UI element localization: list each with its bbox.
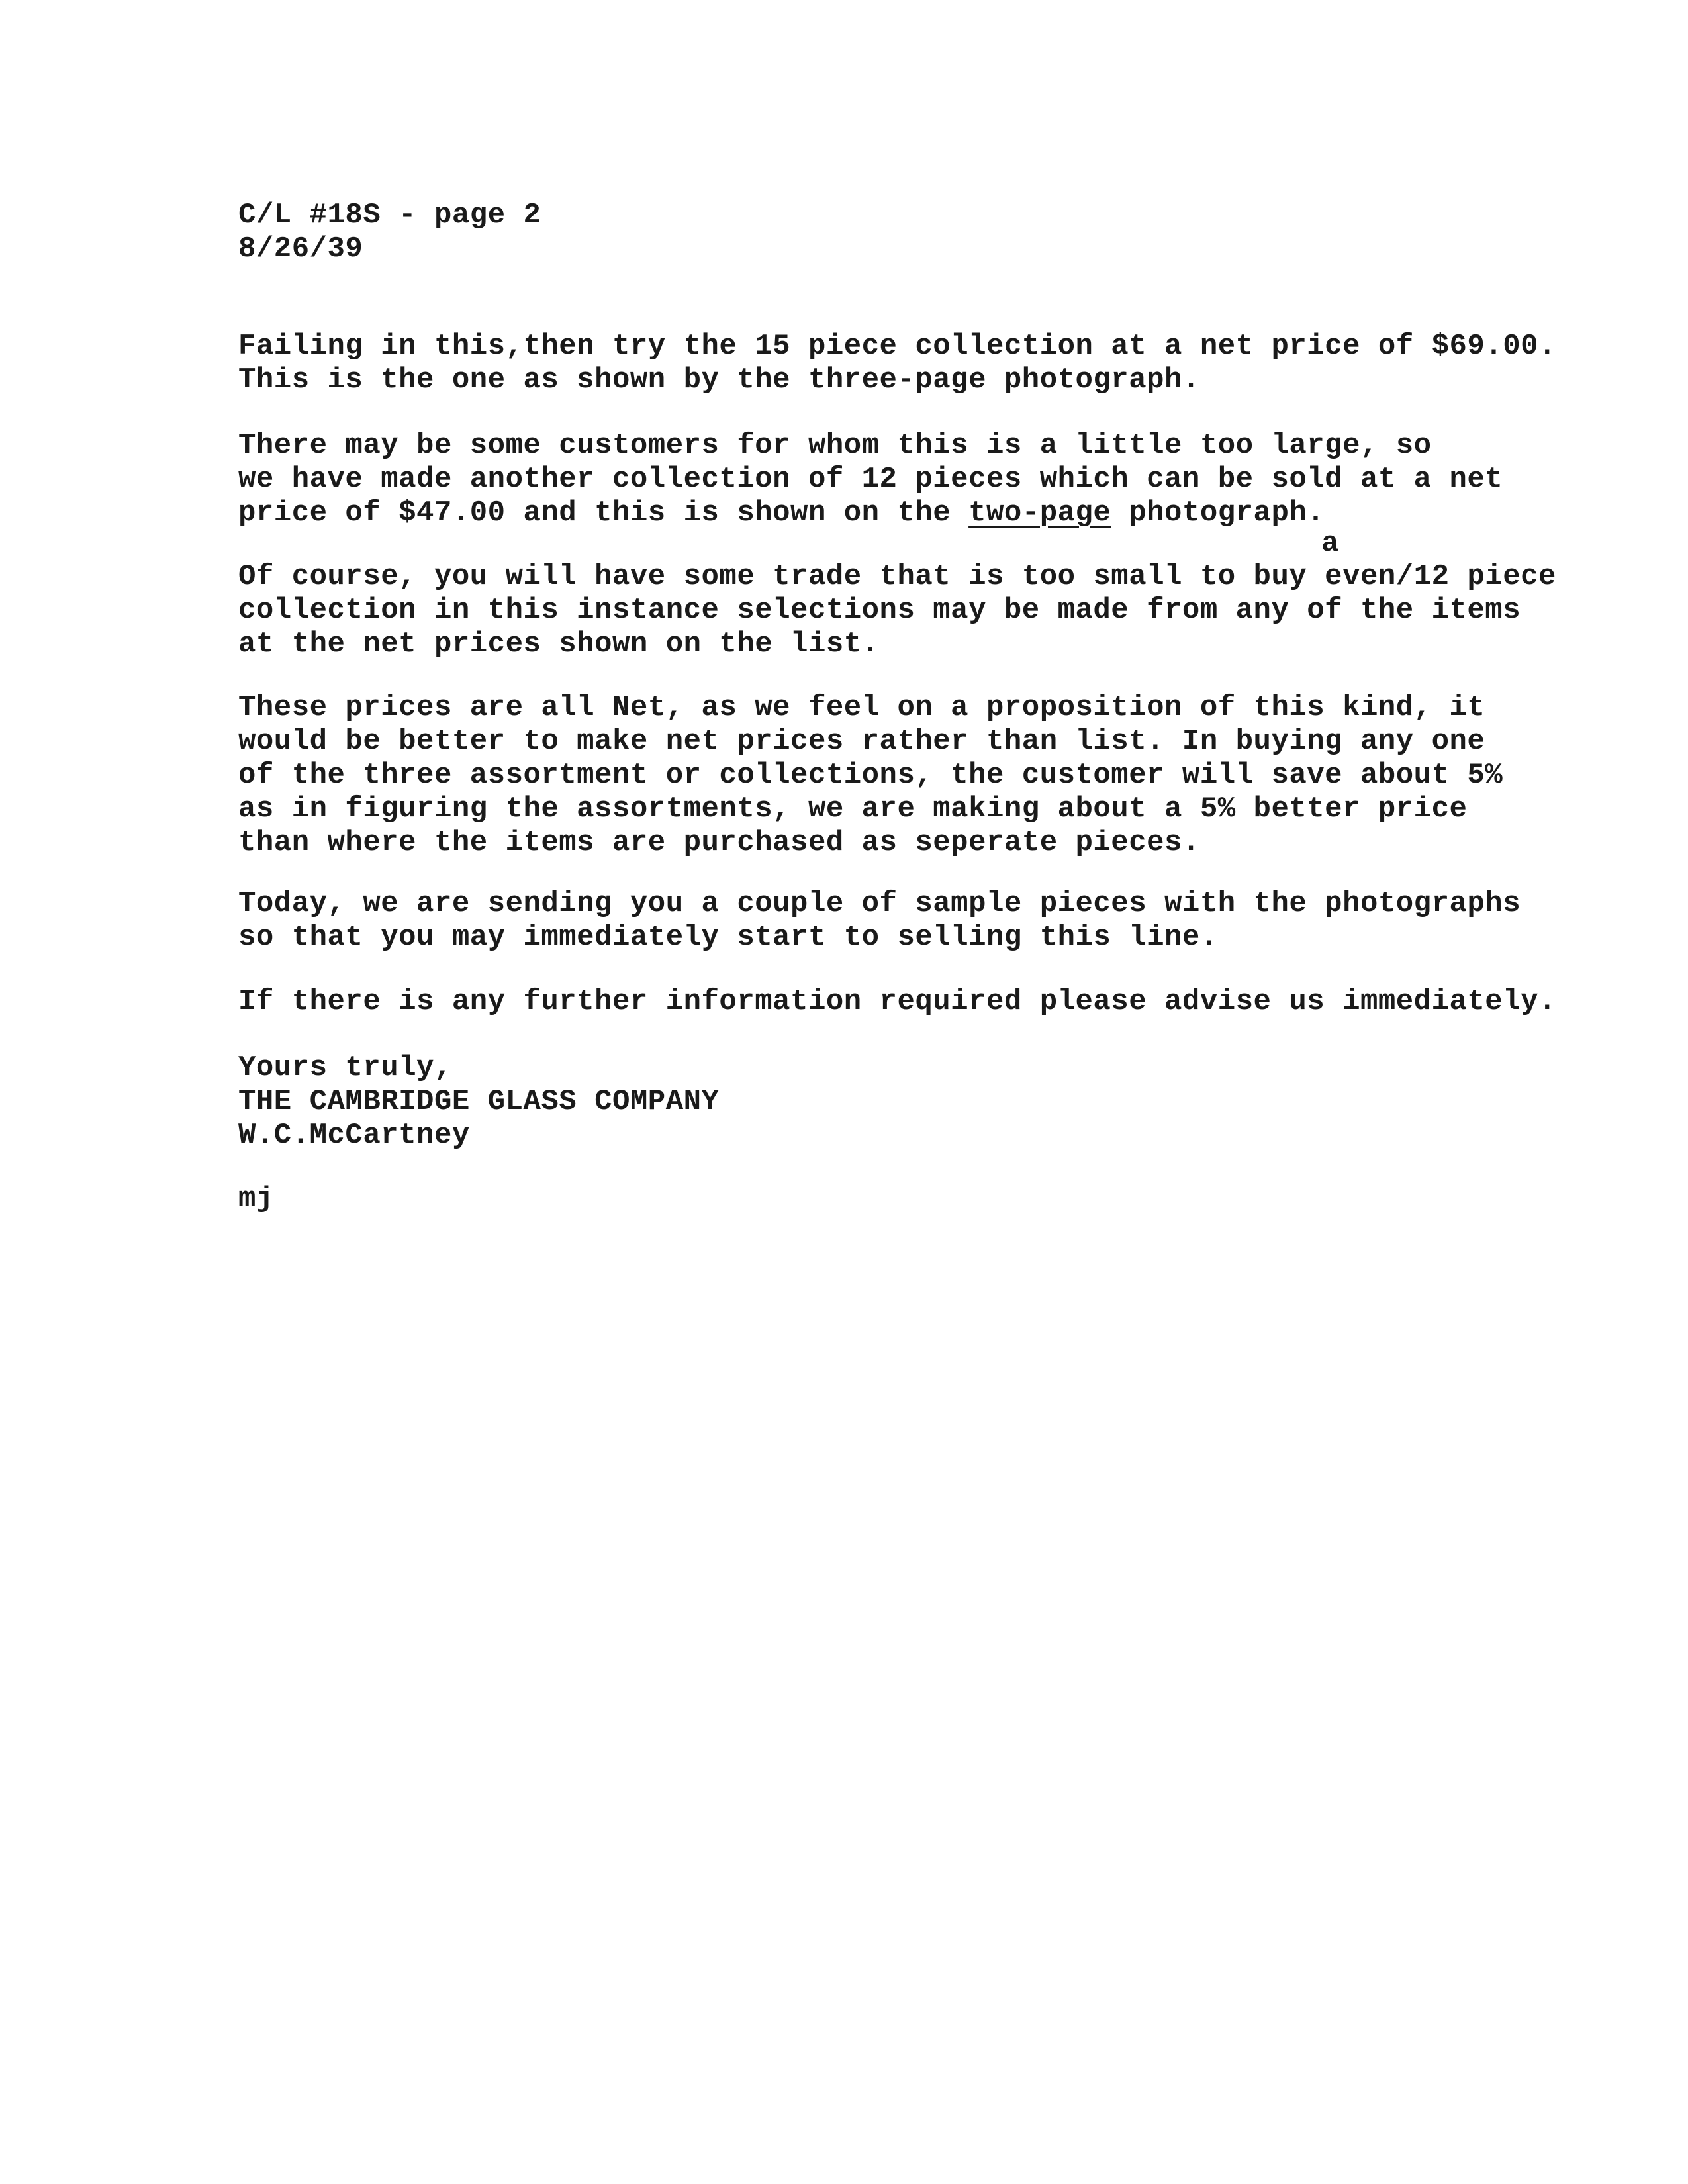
initials: mj xyxy=(238,1182,274,1215)
reference-line: C/L #18S - page 2 xyxy=(238,199,541,232)
typist-initials xyxy=(238,1182,1496,1216)
paragraph-text: photograph. xyxy=(1111,497,1325,530)
paragraph-line: at the net prices shown on the list. xyxy=(238,628,880,661)
paragraph-5 xyxy=(238,887,1521,955)
paragraph-text: price of $47.00 and this is shown on the xyxy=(238,497,969,530)
paragraph-line: Today, we are sending you a couple of sample pieces with the photographs xyxy=(238,887,1521,920)
paragraph-line: so that you may immediately start to selling this line. xyxy=(238,921,1218,954)
paragraph-line: There may be some customers for whom this is a little too large, so xyxy=(238,429,1432,462)
paragraph-2 xyxy=(238,429,1503,530)
letter-header xyxy=(238,199,1496,266)
insertion-slash: / xyxy=(1395,560,1414,593)
paragraph-text: Of course, you will have some trade that is too small to buy even xyxy=(238,560,1396,593)
paragraph-line: These prices are all Net, as we feel on a proposition of this kind, it xyxy=(238,691,1485,724)
paragraph-3 xyxy=(238,560,1556,661)
paragraph-1 xyxy=(238,330,1556,397)
paragraph-line: If there is any further information required please advise us immediately. xyxy=(238,985,1556,1018)
paragraph-6 xyxy=(238,985,1556,1019)
date-line: 8/26/39 xyxy=(238,232,363,265)
paragraph-line xyxy=(238,560,1556,594)
paragraph-line: as in figuring the assortments, we are making about a 5% better price xyxy=(238,792,1468,826)
paragraph-line: This is the one as shown by the three-page photograph. xyxy=(238,363,1200,397)
underlined-text: two-page xyxy=(968,497,1111,530)
paragraph-line: Failing in this,then try the 15 piece collection at a net price of $69.00. xyxy=(238,330,1556,363)
letter-closing xyxy=(238,1051,1496,1153)
paragraph-line xyxy=(238,497,1496,530)
company-name: THE CAMBRIDGE GLASS COMPANY xyxy=(238,1085,720,1118)
paragraph-line: than where the items are purchased as seperate pieces. xyxy=(238,826,1200,859)
paragraph-4 xyxy=(238,691,1503,860)
interline-insertion: a xyxy=(1321,527,1339,560)
paragraph-text: 12 piece xyxy=(1413,560,1556,593)
paragraph-line: would be better to make net prices rather than list. In buying any one xyxy=(238,725,1485,758)
signer-name: W.C.McCartney xyxy=(238,1119,470,1152)
paragraph-line: of the three assortment or collections, the customer will save about 5% xyxy=(238,759,1503,792)
paragraph-line: collection in this instance selections may be made from any of the items xyxy=(238,594,1521,627)
paragraph-line: we have made another collection of 12 pieces which can be sold at a net xyxy=(238,463,1503,496)
salutation: Yours truly, xyxy=(238,1051,452,1084)
